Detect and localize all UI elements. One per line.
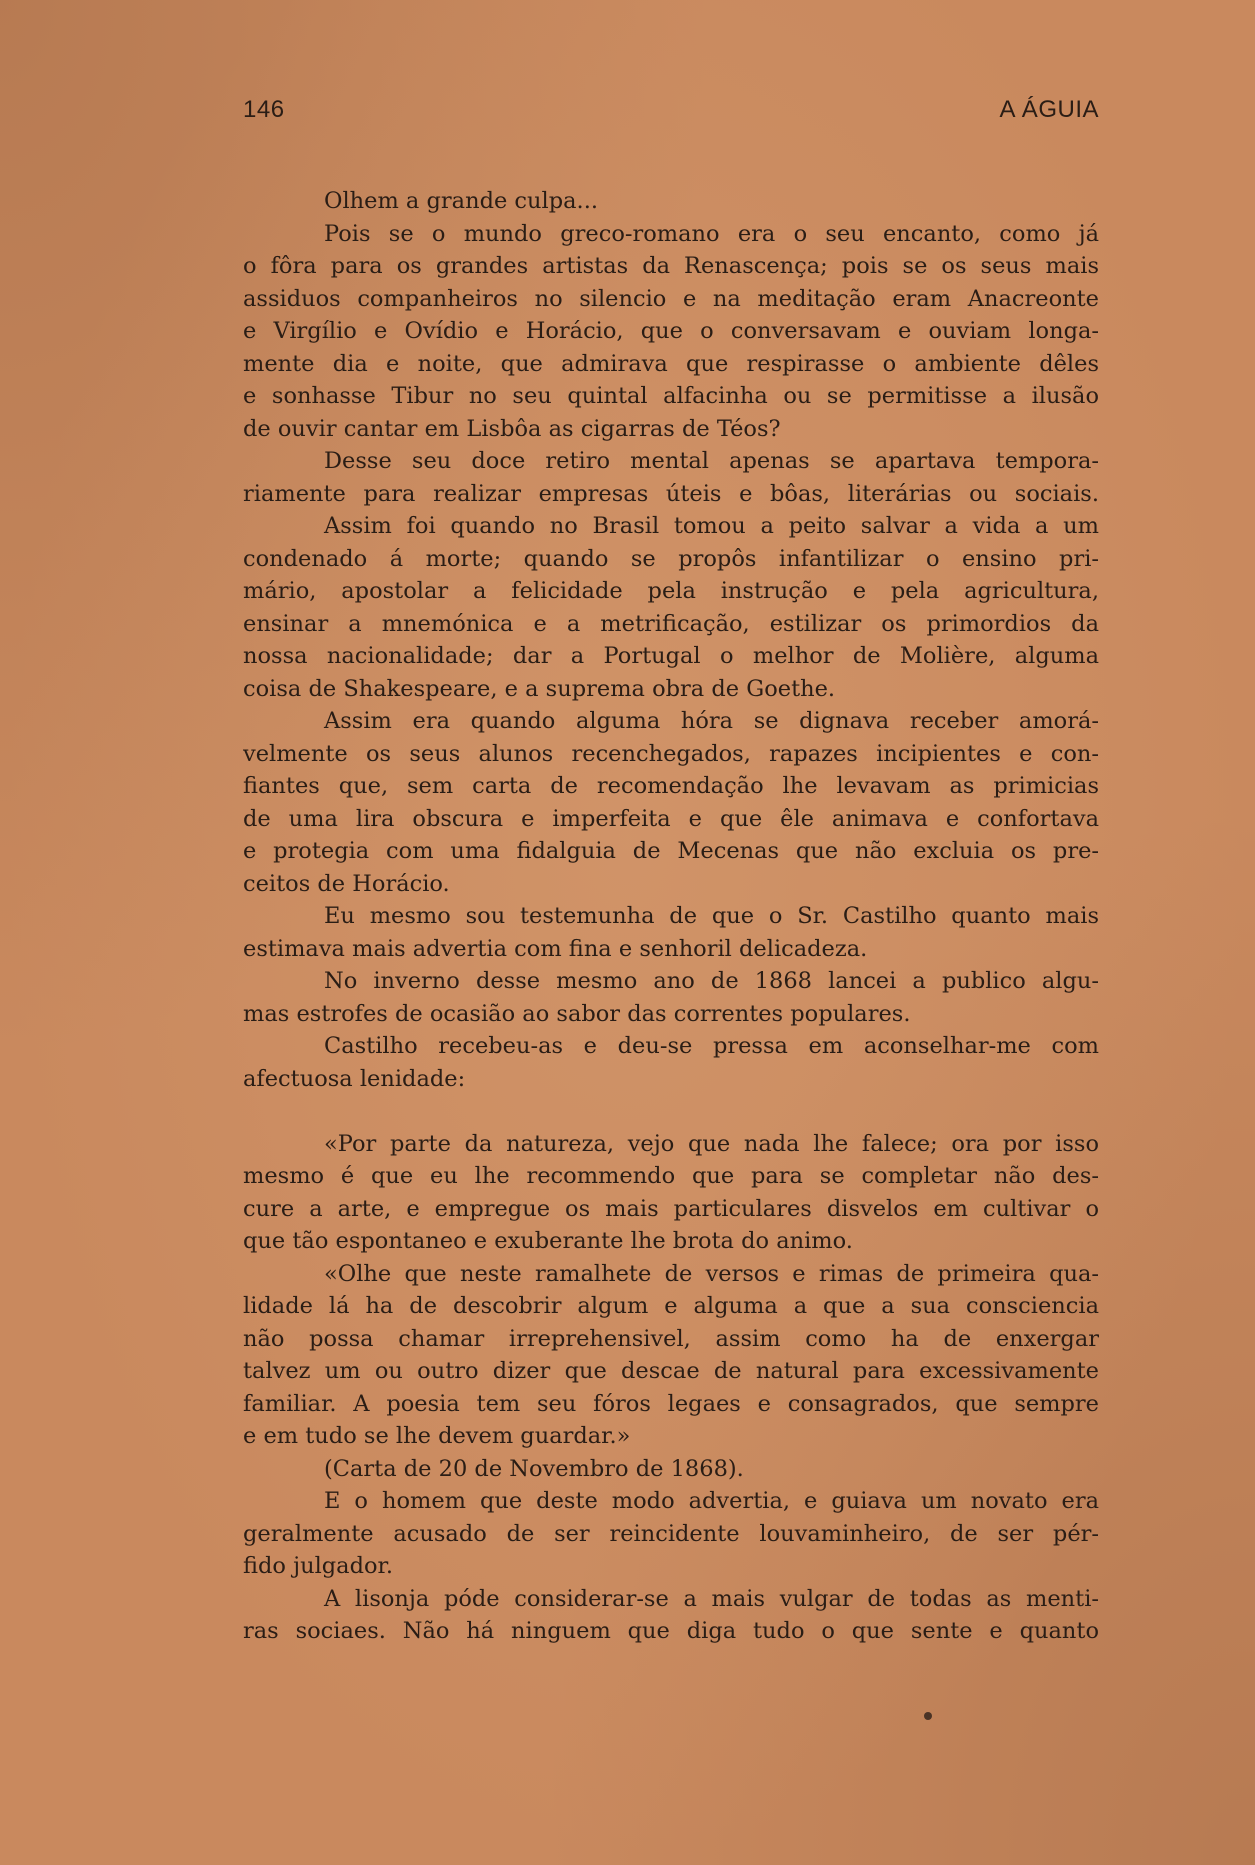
text-line: Desse seu doce retiro mental apenas se apartava tempora- <box>324 448 1099 474</box>
text-line: velmente os seus alunos recenchegados, rapazes incipientes e con- <box>243 740 1099 767</box>
page-ornament <box>924 1712 932 1720</box>
text-line: coisa de Shakespeare, e a suprema obra de Goethe. <box>243 675 836 702</box>
running-head <box>243 96 1099 130</box>
text-line: assiduos companheiros no silencio e na meditação eram Anacreonte <box>243 285 1099 312</box>
journal-title: A ÁGUIA <box>999 96 1099 123</box>
text-line: Olhem a grande culpa... <box>324 188 598 214</box>
text-line: ensinar a mnemónica e a metrificação, estilizar os primordios da <box>243 610 1099 637</box>
text-line: fido julgador. <box>243 1553 393 1579</box>
text-line: e sonhasse Tibur no seu quintal alfacinha ou se permitisse a ilusão <box>243 383 1099 409</box>
text-line: mário, apostolar a felicidade pela instrução e pela agricultura, <box>243 578 1099 604</box>
text-line: (Carta de 20 de Novembro de 1868). <box>324 1455 744 1482</box>
text-line: riamente para realizar empresas úteis e bôas, literárias ou sociais. <box>243 480 1099 507</box>
body-text <box>243 185 1099 1648</box>
text-line: e protegia com uma fidalguia de Mecenas que não excluia os pre- <box>243 838 1099 864</box>
text-line: No inverno desse mesmo ano de 1868 lancei a publico algu- <box>324 968 1099 994</box>
paragraph-gap <box>243 1095 1099 1128</box>
text-line: «Por parte da natureza, vejo que nada lhe falece; ora por isso <box>324 1130 1099 1157</box>
text-line: e em tudo se lhe devem guardar.» <box>243 1423 631 1449</box>
text-line: ceitos de Horácio. <box>243 870 450 897</box>
text-line: cure a arte, e empregue os mais particulares disvelos em cultivar o <box>243 1195 1099 1222</box>
text-line: Castilho recebeu-as e deu-se pressa em aconselhar-me com <box>324 1033 1099 1059</box>
text-line: mas estrofes de ocasião ao sabor das correntes populares. <box>243 1000 911 1027</box>
text-line: de ouvir cantar em Lisbôa as cigarras de Téos? <box>243 415 781 442</box>
text-line: E o homem que deste modo advertia, e guiava um novato era <box>324 1488 1099 1514</box>
text-line: de uma lira obscura e imperfeita e que êle animava e confortava <box>243 805 1099 832</box>
text-line: estimava mais advertia com fina e senhoril delicadeza. <box>243 935 868 962</box>
text-line: nossa nacionalidade; dar a Portugal o melhor de Molière, alguma <box>243 643 1099 669</box>
text-line: não possa chamar irreprehensivel, assim como ha de enxergar <box>243 1325 1099 1352</box>
text-line: mesmo é que eu lhe recommendo que para se completar não des- <box>243 1163 1099 1189</box>
text-line: geralmente acusado de ser reincidente louvaminheiro, de ser pér- <box>243 1520 1099 1547</box>
text-line: Assim foi quando no Brasil tomou a peito salvar a vida a um <box>324 513 1099 539</box>
text-line: «Olhe que neste ramalhete de versos e rimas de primeira qua- <box>324 1260 1099 1287</box>
text-line: familiar. A poesia tem seu fóros legaes e consagrados, que sempre <box>243 1390 1099 1417</box>
text-line: Eu mesmo sou testemunha de que o Sr. Castilho quanto mais <box>324 903 1099 929</box>
text-line: que tão espontaneo e exuberante lhe brota do animo. <box>243 1228 853 1254</box>
text-line: ras sociaes. Não há ninguem que diga tudo o que sente e quanto <box>243 1618 1099 1644</box>
text-line: condenado á morte; quando se propôs infantilizar o ensino pri- <box>243 545 1099 572</box>
page-number: 146 <box>243 96 285 123</box>
text-line: fiantes que, sem carta de recomendação lhe levavam as primicias <box>243 773 1099 799</box>
text-line: afectuosa lenidade: <box>243 1065 466 1092</box>
text-line: e Virgílio e Ovídio e Horácio, que o conversavam e ouviam longa- <box>243 318 1099 344</box>
text-line: o fôra para os grandes artistas da Renascença; pois se os seus mais <box>243 253 1099 279</box>
text-line: Pois se o mundo greco-romano era o seu encanto, como já <box>324 220 1099 247</box>
text-line: mente dia e noite, que admirava que respirasse o ambiente dêles <box>243 350 1099 377</box>
text-line: A lisonja póde considerar-se a mais vulgar de todas as menti- <box>324 1585 1099 1612</box>
text-line: Assim era quando alguma hóra se dignava receber amorá- <box>324 708 1099 734</box>
text-line: lidade lá ha de descobrir algum e alguma a que a sua consciencia <box>243 1293 1099 1319</box>
text-line: talvez um ou outro dizer que descae de natural para excessivamente <box>243 1358 1099 1384</box>
